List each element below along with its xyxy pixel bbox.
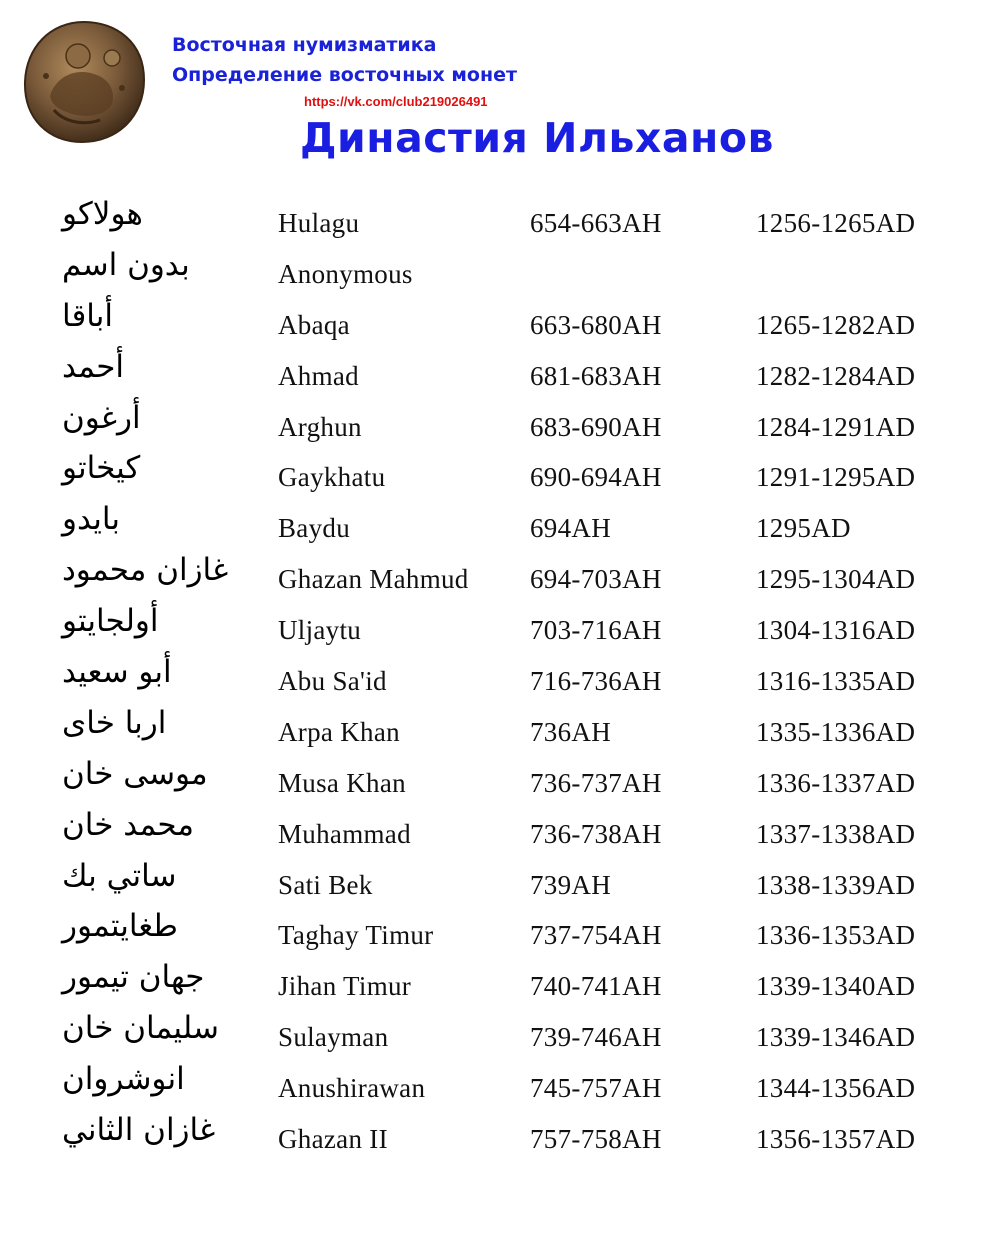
ruler-arabic-name: موسى خان — [62, 755, 208, 792]
rulers-list — [0, 196, 1000, 1167]
ruler-ah-dates: 737-754AH — [530, 920, 662, 951]
ruler-ah-dates: 739-746AH — [530, 1022, 662, 1053]
ruler-latin-name: Muhammad — [278, 818, 411, 849]
ruler-ah-dates: 681-683AH — [530, 360, 662, 391]
ruler-ah-dates: 757-758AH — [530, 1124, 662, 1155]
ruler-latin-name: Uljaytu — [278, 615, 362, 646]
ruler-ah-dates: 740-741AH — [530, 971, 662, 1002]
ruler-ad-dates: 1295-1304AD — [756, 564, 916, 595]
ruler-ad-dates: 1339-1340AD — [756, 971, 916, 1002]
ruler-ad-dates: 1291-1295AD — [756, 462, 916, 493]
ruler-ad-dates: 1337-1338AD — [756, 818, 916, 849]
ruler-ah-dates: 736-737AH — [530, 767, 662, 798]
ruler-latin-name: Jihan Timur — [278, 971, 412, 1002]
ruler-latin-name: Musa Khan — [278, 767, 406, 798]
ruler-latin-name: Ghazan II — [278, 1124, 388, 1155]
ruler-latin-name: Arpa Khan — [278, 716, 400, 747]
ruler-arabic-name: جهان تيمور — [62, 959, 205, 996]
ruler-arabic-name: أولجايتو — [62, 603, 159, 640]
ruler-ah-dates: 739AH — [530, 869, 611, 900]
ruler-ah-dates: 683-690AH — [530, 411, 662, 442]
ruler-ah-dates: 736AH — [530, 716, 611, 747]
ruler-row — [0, 959, 1000, 1014]
ruler-arabic-name: ساتي بك — [62, 857, 177, 894]
ruler-arabic-name: أباقا — [62, 297, 113, 334]
ruler-row — [0, 908, 1000, 963]
page-title: Династия Ильханов — [300, 114, 774, 162]
ruler-arabic-name: محمد خان — [62, 806, 195, 843]
ruler-latin-name: Abu Sa'id — [278, 666, 387, 697]
ruler-row — [0, 755, 1000, 811]
ruler-ad-dates: 1284-1291AD — [756, 411, 916, 442]
ruler-row — [0, 806, 1000, 862]
ruler-latin-name: Sati Bek — [278, 869, 373, 900]
ruler-row — [0, 704, 1000, 760]
ruler-ad-dates: 1256-1265AD — [756, 208, 916, 238]
ruler-arabic-name: غازان محمود — [62, 552, 229, 589]
ruler-latin-name: Gaykhatu — [278, 462, 386, 493]
ruler-row — [0, 552, 1000, 607]
ruler-row — [0, 450, 1000, 505]
ruler-latin-name: Hulagu — [278, 208, 360, 238]
ruler-latin-name: Abaqa — [278, 309, 350, 340]
ruler-row — [0, 603, 1000, 658]
ruler-row — [0, 399, 1000, 455]
ruler-ad-dates: 1338-1339AD — [756, 869, 916, 900]
ruler-ah-dates: 703-716AH — [530, 615, 662, 646]
site-url-link[interactable]: https://vk.com/club219026491 — [304, 94, 488, 109]
ruler-ah-dates: 745-757AH — [530, 1073, 662, 1104]
ruler-latin-name: Arghun — [278, 411, 362, 442]
ruler-latin-name: Sulayman — [278, 1022, 389, 1053]
ruler-ah-dates: 654-663AH — [530, 208, 662, 238]
site-name: Восточная нумизматика — [172, 34, 437, 56]
ruler-row — [0, 1010, 1000, 1065]
ruler-ad-dates: 1339-1346AD — [756, 1022, 916, 1053]
ruler-ad-dates: 1335-1336AD — [756, 716, 916, 747]
ruler-arabic-name: طغايتمور — [62, 908, 178, 945]
ruler-latin-name: Ahmad — [278, 360, 359, 391]
ruler-ad-dates: 1316-1335AD — [756, 666, 916, 697]
ruler-ad-dates: 1304-1316AD — [756, 615, 916, 646]
ruler-ah-dates: 694AH — [530, 513, 611, 544]
ruler-ah-dates: 690-694AH — [530, 462, 662, 493]
ruler-latin-name: Taghay Timur — [278, 920, 434, 951]
ruler-ad-dates: 1265-1282AD — [756, 309, 916, 340]
ruler-ad-dates: 1336-1353AD — [756, 920, 916, 951]
site-header — [172, 30, 517, 90]
ruler-row — [0, 654, 1000, 709]
ruler-ad-dates: 1282-1284AD — [756, 360, 916, 391]
ruler-arabic-name: أبو سعيد — [62, 654, 172, 691]
ruler-arabic-name: بايدو — [62, 501, 120, 538]
site-tagline: Определение восточных монет — [172, 64, 517, 86]
ruler-ad-dates: 1356-1357AD — [756, 1124, 916, 1155]
ruler-arabic-name: هولاكو — [62, 196, 143, 232]
ruler-arabic-name: اربا خاى — [62, 704, 167, 741]
ruler-row — [0, 857, 1000, 913]
ruler-ah-dates: 716-736AH — [530, 666, 662, 697]
ruler-latin-name: Ghazan Mahmud — [278, 564, 469, 595]
ruler-latin-name: Baydu — [278, 513, 350, 544]
ruler-arabic-name: أحمد — [62, 348, 124, 385]
ruler-arabic-name: أرغون — [62, 399, 141, 436]
ruler-ad-dates: 1344-1356AD — [756, 1073, 916, 1104]
ruler-arabic-name: سليمان خان — [62, 1010, 219, 1047]
ruler-arabic-name: كيخاتو — [62, 450, 141, 487]
ruler-ah-dates: 663-680AH — [530, 309, 662, 340]
ruler-arabic-name: انوشروان — [62, 1061, 185, 1098]
ruler-row — [0, 501, 1000, 556]
ruler-ad-dates: 1336-1337AD — [756, 767, 916, 798]
ruler-row — [0, 348, 1000, 404]
ruler-arabic-name: غازان الثاني — [62, 1112, 216, 1149]
ruler-row — [0, 297, 1000, 353]
ruler-latin-name: Anushirawan — [278, 1073, 426, 1104]
ruler-ad-dates: 1295AD — [756, 513, 851, 544]
ruler-row — [0, 246, 1000, 302]
ruler-row — [0, 196, 1000, 251]
ruler-ah-dates: 736-738AH — [530, 818, 662, 849]
ruler-row — [0, 1112, 1000, 1167]
ruler-latin-name: Anonymous — [278, 258, 413, 289]
ruler-arabic-name: بدون اسم — [62, 246, 190, 283]
ruler-ah-dates: 694-703AH — [530, 564, 662, 595]
ruler-row — [0, 1061, 1000, 1116]
